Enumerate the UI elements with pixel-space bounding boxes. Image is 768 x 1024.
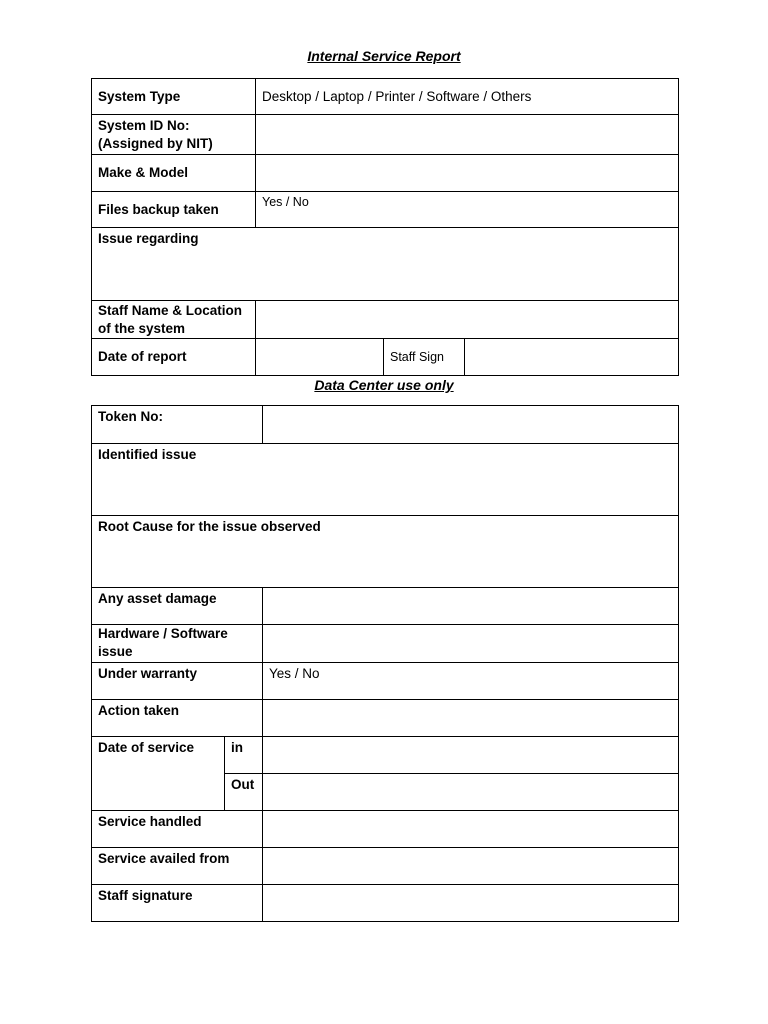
service-handled-field[interactable]	[263, 811, 679, 848]
system-id-label	[92, 115, 256, 155]
staff-signature-label: Staff signature	[92, 885, 263, 922]
root-cause-field[interactable]	[92, 516, 679, 588]
staff-signature-field[interactable]	[263, 885, 679, 922]
staff-name-label-line2: of the system	[98, 320, 186, 336]
backup-label: Files backup taken	[92, 192, 256, 228]
system-type-options[interactable]: Desktop / Laptop / Printer / Software / Others	[256, 79, 679, 115]
data-center-table	[91, 405, 679, 922]
action-taken-label: Action taken	[92, 700, 263, 737]
token-field[interactable]	[263, 406, 679, 444]
root-cause-label: Root Cause for the issue observed	[98, 519, 321, 534]
date-of-service-label: Date of service	[92, 737, 225, 811]
service-handled-label: Service handled	[92, 811, 263, 848]
backup-options[interactable]: Yes / No	[256, 192, 679, 228]
system-id-field[interactable]	[256, 115, 679, 155]
staff-sign-label: Staff Sign	[384, 339, 465, 376]
staff-name-label-line1: Staff Name & Location	[98, 302, 243, 318]
date-of-report-field[interactable]	[256, 339, 384, 376]
service-in-field[interactable]	[263, 737, 679, 774]
identified-issue-field[interactable]	[92, 444, 679, 516]
make-model-label: Make & Model	[92, 155, 256, 192]
data-center-title: Data Center use only	[314, 377, 454, 393]
date-of-report-label: Date of report	[92, 339, 256, 376]
make-model-field[interactable]	[256, 155, 679, 192]
system-details-table	[91, 78, 679, 376]
issue-regarding-field[interactable]	[92, 228, 679, 301]
system-type-label: System Type	[92, 79, 256, 115]
staff-sign-field[interactable]	[465, 339, 679, 376]
system-id-label-line2: (Assigned by NIT)	[98, 135, 213, 151]
hw-sw-issue-label-line2: issue	[98, 644, 133, 659]
hw-sw-issue-field[interactable]	[263, 625, 679, 663]
asset-damage-label: Any asset damage	[92, 588, 263, 625]
service-out-field[interactable]	[263, 774, 679, 811]
token-label: Token No:	[92, 406, 263, 444]
staff-name-field[interactable]	[256, 301, 679, 339]
issue-regarding-label: Issue regarding	[98, 231, 199, 246]
warranty-label: Under warranty	[92, 663, 263, 700]
report-title: Internal Service Report	[307, 48, 461, 64]
staff-name-label	[92, 301, 256, 339]
action-taken-field[interactable]	[263, 700, 679, 737]
service-in-label: in	[225, 737, 263, 774]
service-availed-label: Service availed from	[92, 848, 263, 885]
service-availed-field[interactable]	[263, 848, 679, 885]
system-id-label-line1: System ID No:	[98, 117, 190, 133]
hw-sw-issue-label	[92, 625, 263, 663]
hw-sw-issue-label-line1: Hardware / Software	[98, 626, 228, 641]
identified-issue-label: Identified issue	[98, 447, 197, 462]
asset-damage-field[interactable]	[263, 588, 679, 625]
service-out-label: Out	[225, 774, 263, 811]
warranty-options[interactable]: Yes / No	[263, 663, 679, 700]
